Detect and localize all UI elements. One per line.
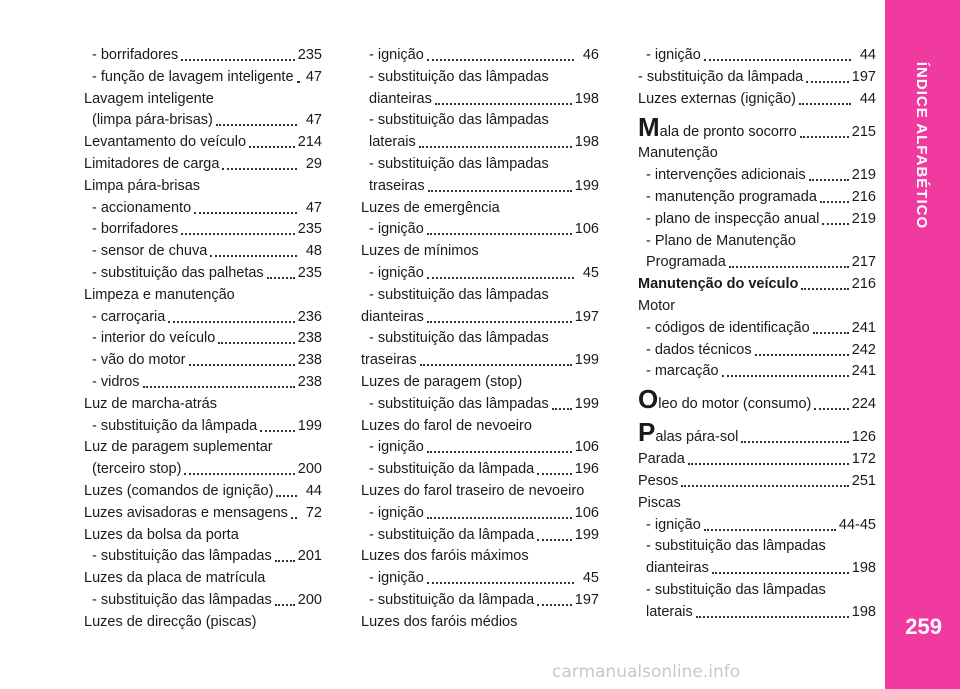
entry-text: Luzes dos faróis máximos	[361, 548, 529, 565]
index-entry	[638, 166, 876, 184]
entry-text: - substituição das palhetas	[92, 264, 264, 281]
entry-text: - substituição das lâmpadas	[369, 395, 549, 412]
leader-dots	[688, 463, 849, 465]
entry-text: Luzes externas (ignição)	[638, 90, 796, 107]
index-entry	[84, 46, 322, 64]
entry-page: 216	[851, 188, 876, 205]
entry-text: - interior do veículo	[92, 330, 216, 347]
entry-page: 198	[851, 603, 876, 620]
entry-page: 238	[297, 352, 322, 369]
leader-dots	[704, 59, 851, 61]
index-entry	[638, 537, 876, 555]
entry-page: 44	[859, 47, 876, 63]
leader-dots	[820, 201, 849, 203]
index-entry	[361, 111, 599, 129]
index-entry	[84, 177, 322, 195]
entry-page: 172	[851, 451, 876, 468]
index-entry	[361, 395, 599, 413]
leader-dots	[806, 81, 849, 83]
section-title	[907, 40, 937, 250]
entry-page: 214	[297, 134, 322, 151]
entry-page: 44	[305, 482, 322, 499]
entry-text: - marcação	[646, 363, 719, 380]
entry-text: Parada	[638, 451, 685, 468]
index-entry	[361, 569, 599, 587]
leader-dots	[809, 179, 849, 181]
index-entry	[361, 591, 599, 609]
entry-page: 45	[582, 570, 599, 587]
entry-text: Luzes dos faróis médios	[361, 613, 518, 630]
index-entry	[638, 90, 876, 108]
entry-page: 235	[297, 264, 322, 281]
entry-page: 46	[582, 47, 599, 63]
index-entry	[84, 526, 322, 544]
entry-page: 44-45	[838, 516, 876, 533]
index-entry	[361, 613, 599, 631]
entry-page: 48	[305, 243, 322, 260]
entry-page: 238	[297, 373, 322, 390]
entry-page: 197	[574, 308, 599, 325]
index-entry	[638, 210, 876, 228]
index-column-1	[84, 46, 322, 635]
leader-dots	[184, 473, 294, 475]
index-entry	[638, 472, 876, 490]
index-entry	[638, 68, 876, 86]
index-entry	[361, 199, 599, 217]
index-entry	[84, 155, 322, 173]
entry-page: 200	[297, 461, 322, 478]
leader-dots	[801, 288, 848, 290]
leader-dots	[276, 495, 297, 497]
entry-text: - vão do motor	[92, 352, 186, 369]
index-entry	[638, 297, 876, 315]
entry-page: 196	[574, 461, 599, 478]
watermark: carmanualsonline.info	[552, 662, 741, 682]
index-entry	[638, 603, 876, 621]
entry-page: 199	[574, 395, 599, 412]
entry-page: 29	[305, 155, 322, 172]
index-entry	[638, 144, 876, 162]
index-entry	[84, 351, 322, 369]
entry-page: 235	[297, 221, 322, 238]
entry-text: Luz de paragem suplementar	[84, 439, 273, 456]
page-number: 259	[905, 614, 942, 639]
index-entry	[638, 516, 876, 534]
entry-text: Pesos	[638, 472, 679, 489]
entry-text: - plano de inspecção anual	[646, 210, 820, 227]
entry-text: - função de lavagem inteligente	[92, 68, 294, 85]
entry-text: dianteiras	[646, 560, 709, 577]
entry-page: 219	[851, 210, 876, 227]
entry-text: Luzes do farol traseiro de nevoeiro	[361, 482, 585, 499]
entry-page: 219	[851, 167, 876, 184]
entry-page: 198	[574, 134, 599, 151]
index-entry	[84, 373, 322, 391]
leader-dots	[537, 473, 572, 475]
leader-dots	[696, 616, 849, 618]
entry-text: - borrifadores	[92, 221, 179, 238]
entry-text: dianteiras	[361, 308, 424, 325]
index-entry	[361, 482, 599, 500]
leader-dots	[168, 321, 294, 323]
index-entry	[361, 155, 599, 173]
index-entry	[638, 275, 876, 293]
entry-page: 241	[851, 319, 876, 336]
entry-text: laterais	[646, 603, 693, 620]
entry-text: - substituição da lâmpada	[369, 591, 535, 608]
index-entry	[638, 494, 876, 512]
entry-page: 47	[305, 68, 322, 85]
leader-dots	[537, 604, 572, 606]
leader-dots	[427, 59, 574, 61]
entry-text: - substituição da lâmpada	[92, 417, 258, 434]
index-entry	[361, 220, 599, 238]
index-entry	[638, 341, 876, 359]
index-entry	[361, 242, 599, 260]
entry-text: - Plano de Manutenção	[646, 232, 796, 249]
entry-text: Oleo do motor (consumo)	[638, 384, 812, 415]
leader-dots	[800, 136, 849, 138]
index-entry	[84, 482, 322, 500]
leader-dots	[222, 168, 297, 170]
entry-text: - substituição das lâmpadas	[369, 68, 549, 85]
index-entry	[84, 264, 322, 282]
index-entry	[84, 591, 322, 609]
entry-page: 198	[574, 90, 599, 107]
entry-page: 197	[851, 68, 876, 85]
entry-text: - substituição das lâmpadas	[92, 548, 272, 565]
entry-text: Luzes (comandos de ignição)	[84, 482, 274, 499]
leader-dots	[435, 103, 572, 105]
index-column-3	[638, 46, 876, 625]
entry-text: - substituição da lâmpada	[638, 68, 804, 85]
entry-text: Luz de marcha-atrás	[84, 395, 217, 412]
leader-dots	[427, 277, 574, 279]
entry-text: Programada	[646, 254, 726, 271]
index-entry	[638, 559, 876, 577]
entry-text: - substituição das lâmpadas	[369, 155, 549, 172]
index-entry	[84, 308, 322, 326]
entry-page: 200	[297, 591, 322, 608]
leader-dots	[216, 124, 297, 126]
index-entry	[361, 308, 599, 326]
leader-dots	[822, 223, 848, 225]
entry-text: Limitadores de carga	[84, 155, 220, 172]
entry-text: - ignição	[369, 264, 424, 281]
index-entry	[84, 111, 322, 129]
entry-page: 106	[574, 439, 599, 456]
entry-page: 126	[851, 429, 876, 446]
leader-dots	[681, 485, 848, 487]
entry-page: 215	[851, 123, 876, 140]
index-entry	[638, 417, 876, 448]
index-entry	[84, 242, 322, 260]
entry-page: 224	[851, 396, 876, 413]
entry-page: 242	[851, 341, 876, 358]
entry-text: laterais	[369, 134, 416, 151]
index-entry	[361, 460, 599, 478]
entry-page: 197	[574, 591, 599, 608]
entry-text: - ignição	[369, 504, 424, 521]
entry-text: Luzes de direcção (piscas)	[84, 613, 257, 630]
entry-text: Luzes do farol de nevoeiro	[361, 417, 532, 434]
entry-text: - intervenções adicionais	[646, 167, 806, 184]
entry-text: Luzes de paragem (stop)	[361, 373, 523, 390]
index-entry	[638, 384, 876, 415]
leader-dots	[729, 266, 849, 268]
index-entry	[361, 438, 599, 456]
leader-dots	[741, 441, 848, 443]
leader-dots	[420, 364, 572, 366]
leader-dots	[428, 190, 572, 192]
entry-text: Motor	[638, 297, 676, 314]
index-entry	[84, 68, 322, 86]
index-entry	[361, 526, 599, 544]
entry-page: 199	[297, 417, 322, 434]
index-entry	[361, 504, 599, 522]
entry-page: 72	[305, 504, 322, 521]
entry-text: Manutenção	[638, 145, 718, 162]
leader-dots	[427, 233, 572, 235]
index-column-2	[361, 46, 599, 635]
entry-page: 47	[305, 199, 322, 216]
entry-text: - sensor de chuva	[92, 243, 208, 260]
entry-initial-letter: M	[638, 111, 660, 142]
index-entry	[84, 613, 322, 631]
entry-text: dianteiras	[369, 90, 432, 107]
index-entry	[84, 133, 322, 151]
index-entry	[84, 569, 322, 587]
entry-text: - ignição	[369, 570, 424, 587]
entry-page: 238	[297, 330, 322, 347]
index-entry	[84, 90, 322, 108]
entry-page: 199	[574, 526, 599, 543]
entry-text: - substituição das lâmpadas	[369, 286, 549, 303]
index-entry	[84, 417, 322, 435]
leader-dots	[181, 59, 295, 61]
index-entry	[84, 329, 322, 347]
entry-page: 201	[297, 548, 322, 565]
leader-dots	[194, 212, 297, 214]
entry-page: 198	[851, 560, 876, 577]
entry-page: 235	[297, 47, 322, 63]
entry-page: 47	[305, 112, 322, 129]
index-entry	[84, 438, 322, 456]
entry-text: - substituição das lâmpadas	[369, 330, 549, 347]
entry-text: traseiras	[369, 177, 425, 194]
leader-dots	[267, 277, 295, 279]
entry-page: 251	[851, 472, 876, 489]
entry-text: - manutenção programada	[646, 188, 817, 205]
leader-dots	[427, 582, 574, 584]
entry-text: Luzes de mínimos	[361, 243, 479, 260]
entry-text: - dados técnicos	[646, 341, 752, 358]
leader-dots	[275, 560, 295, 562]
entry-text: - ignição	[369, 439, 424, 456]
entry-page: 199	[574, 352, 599, 369]
section-sidebar	[885, 0, 960, 689]
leader-dots	[712, 572, 849, 574]
leader-dots	[210, 255, 297, 257]
entry-text: - substituição das lâmpadas	[92, 591, 272, 608]
index-entry	[638, 319, 876, 337]
entry-text: Luzes avisadoras e mensagens	[84, 504, 288, 521]
index-entry	[638, 450, 876, 468]
entry-text: Levantamento do veículo	[84, 134, 247, 151]
leader-dots	[552, 408, 572, 410]
entry-text: Luzes da bolsa da porta	[84, 526, 239, 543]
index-entry	[638, 362, 876, 380]
leader-dots	[799, 103, 851, 105]
entry-text: - substituição das lâmpadas	[646, 538, 826, 555]
entry-initial-letter: O	[638, 384, 659, 415]
leader-dots	[427, 517, 572, 519]
index-entry	[361, 286, 599, 304]
index-entry	[361, 133, 599, 151]
index-entry	[638, 111, 876, 142]
entry-text: Luzes de emergência	[361, 199, 500, 216]
leader-dots	[722, 375, 849, 377]
entry-page: 106	[574, 221, 599, 238]
leader-dots	[537, 539, 572, 541]
leader-dots	[291, 517, 297, 519]
index-entry	[84, 286, 322, 304]
entry-text: - ignição	[369, 47, 424, 63]
leader-dots	[189, 364, 295, 366]
entry-text: traseiras	[361, 352, 417, 369]
index-entry	[361, 46, 599, 64]
entry-text: Manutenção do veículo	[638, 276, 799, 293]
leader-dots	[419, 146, 572, 148]
index-entry	[84, 504, 322, 522]
index-entry	[638, 232, 876, 250]
entry-text: - carroçaria	[92, 308, 166, 325]
index-entry	[84, 547, 322, 565]
index-entry	[638, 253, 876, 271]
entry-page: 217	[851, 254, 876, 271]
entry-page: 199	[574, 177, 599, 194]
entry-text: Piscas	[638, 494, 681, 511]
entry-text: Luzes da placa de matrícula	[84, 570, 266, 587]
index-entry	[84, 395, 322, 413]
leader-dots	[814, 408, 848, 410]
entry-page: 45	[582, 264, 599, 281]
entry-text: Lavagem inteligente	[84, 90, 214, 107]
leader-dots	[704, 529, 836, 531]
leader-dots	[755, 354, 849, 356]
leader-dots	[143, 386, 295, 388]
index-entry	[84, 199, 322, 217]
index-entry	[361, 177, 599, 195]
entry-text: (terceiro stop)	[92, 461, 182, 478]
index-entry	[361, 373, 599, 391]
entry-text: Palas pára-sol	[638, 417, 739, 448]
entry-page: 44	[859, 90, 876, 107]
leader-dots	[218, 342, 294, 344]
entry-text: Mala de pronto socorro	[638, 111, 797, 142]
index-entry	[361, 351, 599, 369]
entry-text: Limpeza e manutenção	[84, 286, 235, 303]
index-entry	[361, 329, 599, 347]
index-entry	[84, 460, 322, 478]
entry-text: - ignição	[646, 516, 701, 533]
entry-text: - borrifadores	[92, 47, 179, 63]
entry-text: - vidros	[92, 373, 140, 390]
entry-text: - substituição das lâmpadas	[369, 112, 549, 129]
entry-text: - ignição	[646, 47, 701, 63]
entry-initial-letter: P	[638, 417, 656, 448]
leader-dots	[181, 233, 295, 235]
entry-text: - accionamento	[92, 199, 192, 216]
leader-dots	[813, 332, 849, 334]
section-title-text: ÍNDICE ALFABÉTICO	[913, 61, 931, 229]
index-entry	[361, 417, 599, 435]
index-entry	[361, 68, 599, 86]
entry-page: 216	[851, 276, 876, 293]
entry-text: - substituição da lâmpada	[369, 461, 535, 478]
index-entry	[361, 90, 599, 108]
entry-text: (limpa pára-brisas)	[92, 112, 213, 129]
entry-text: - substituição da lâmpada	[369, 526, 535, 543]
index-entry	[638, 188, 876, 206]
index-entry	[638, 581, 876, 599]
entry-text: - substituição das lâmpadas	[646, 581, 826, 598]
leader-dots	[249, 146, 295, 148]
index-entry	[361, 264, 599, 282]
index-entry	[638, 46, 876, 64]
entry-text: Limpa pára-brisas	[84, 177, 201, 194]
entry-text: - códigos de identificação	[646, 319, 810, 336]
entry-text: - ignição	[369, 221, 424, 238]
leader-dots	[275, 604, 295, 606]
entry-page: 241	[851, 363, 876, 380]
entry-page: 236	[297, 308, 322, 325]
leader-dots	[260, 430, 295, 432]
leader-dots	[427, 321, 572, 323]
index-entry	[84, 220, 322, 238]
entry-page: 106	[574, 504, 599, 521]
index-entry	[361, 547, 599, 565]
leader-dots	[427, 451, 572, 453]
